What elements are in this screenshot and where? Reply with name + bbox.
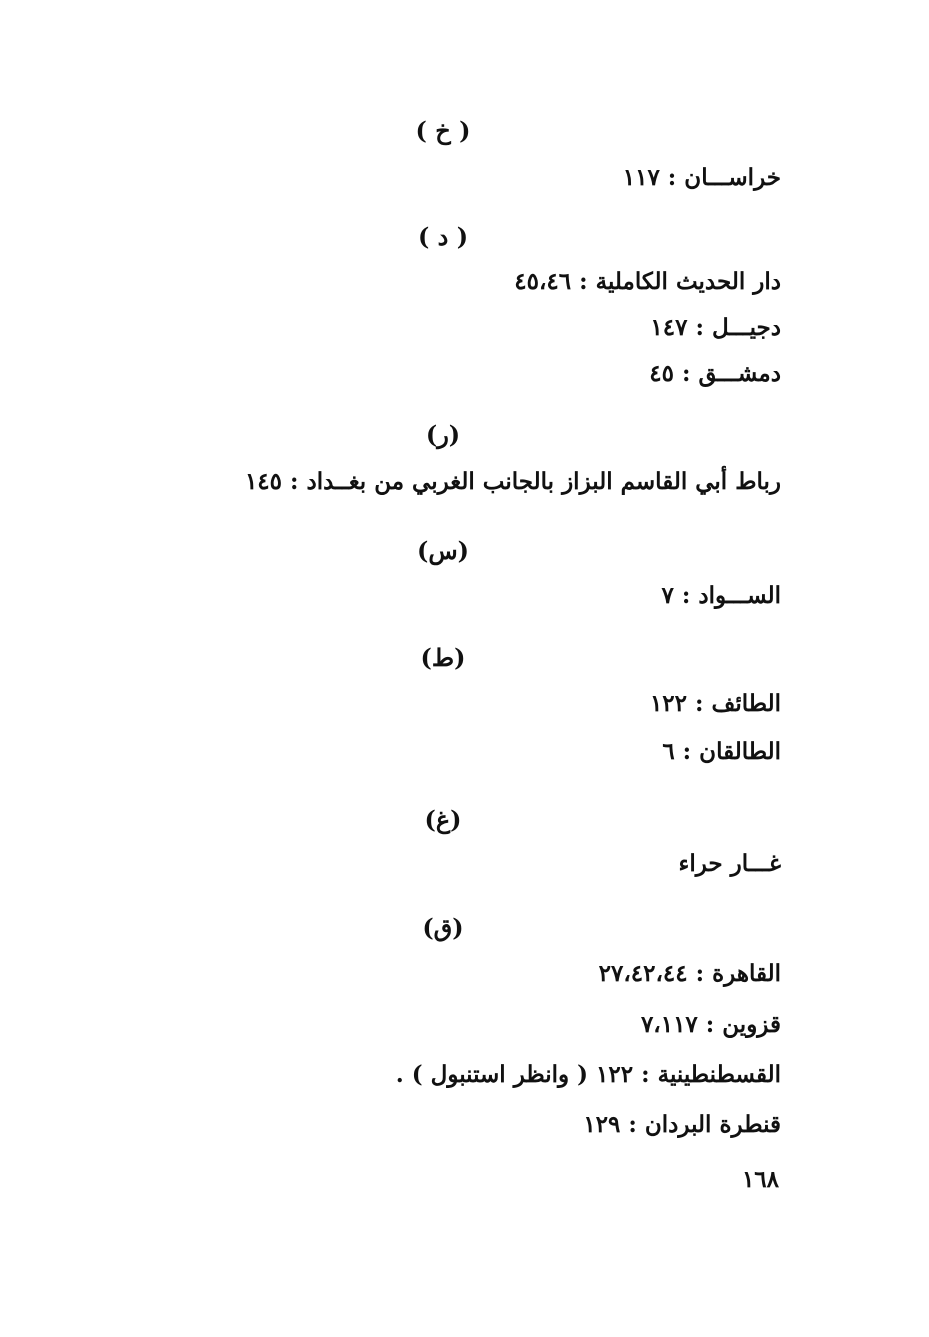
section-heading-ta: (ط) — [420, 643, 466, 672]
section-heading-dal: ( د ) — [417, 222, 469, 251]
index-entry-taif: الطائف : ١٢٢ — [649, 690, 781, 717]
section-heading-ghain: (غ) — [424, 805, 462, 834]
index-entry-dar-al-hadith: دار الحديث الكاملية : ٤٥،٤٦ — [514, 268, 781, 295]
index-entry-damascus: دمشـــق : ٤٥ — [649, 360, 781, 387]
index-entry-qazvin: قزوين : ٧،١١٧ — [640, 1011, 781, 1038]
index-entry-constantinople: القسطنطينية : ١٢٢ ( وانظر استنبول ) . — [395, 1061, 781, 1088]
index-entry-sawad: الســـواد : ٧ — [661, 582, 781, 609]
index-entry-ghar-hira: غـــار حراء — [678, 850, 781, 877]
section-heading-qaf: (ق) — [422, 913, 464, 942]
index-entry-talaqan: الطالقان : ٦ — [662, 738, 781, 765]
section-heading-sin: (س) — [416, 536, 470, 565]
index-entry-khorasan: خراســـان : ١١٧ — [622, 164, 781, 191]
section-heading-ra: (ر) — [425, 420, 461, 449]
page-number: ١٦٨ — [741, 1166, 779, 1193]
index-entry-qantarat-al-bardan: قنطرة البردان : ١٢٩ — [583, 1111, 781, 1138]
index-entry-ribat: رباط أبي القاسم البزاز بالجانب الغربي من بغــداد : ١٤٥ — [244, 468, 781, 495]
index-entry-cairo: القاهرة : ٢٧،٤٢،٤٤ — [598, 960, 781, 987]
section-heading-kha: ( خ ) — [415, 116, 471, 145]
index-entry-dujail: دجيـــل : ١٤٧ — [650, 314, 781, 341]
